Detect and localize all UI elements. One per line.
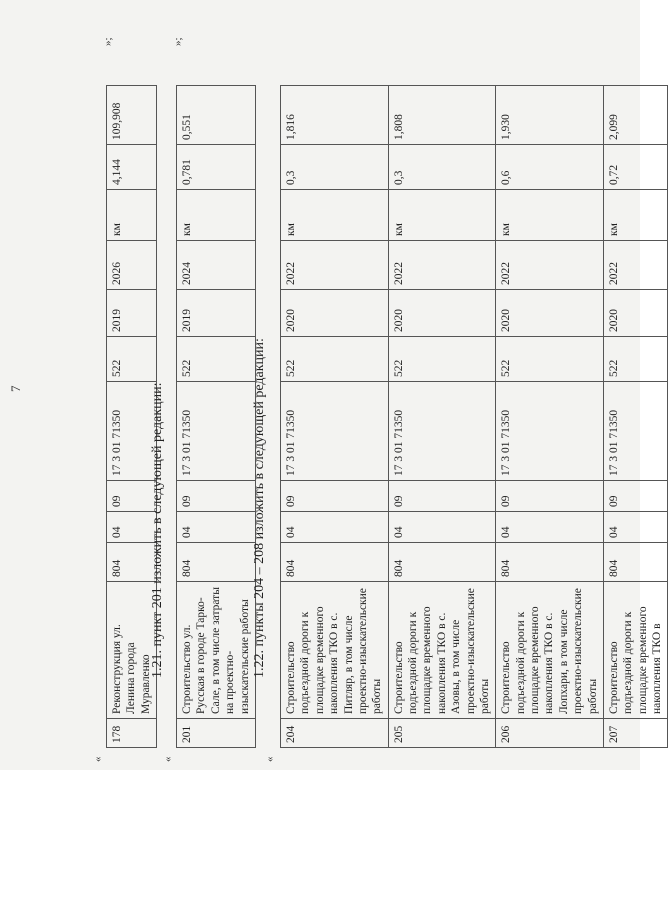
cell-c5: 522 <box>177 337 256 382</box>
cell-c6: 2019 <box>107 290 157 337</box>
cell-c7: 2026 <box>107 241 157 290</box>
cell-c10: 1,808 <box>388 86 496 145</box>
cell-c4: 17 3 01 71350 <box>603 382 668 481</box>
cell-c4: 17 3 01 71350 <box>107 382 157 481</box>
cell-name: Строительство подъездной дороги к площадке временного накопления ТКО в с. Лопхари, в том числе проектно-изыскательские работы <box>496 582 604 719</box>
paragraph-1-22: 1.22. пункты 204 – 208 изложить в следующей редакции: <box>252 338 267 678</box>
cell-c9: 0,781 <box>177 145 256 190</box>
cell-c9: 4,144 <box>107 145 157 190</box>
cell-c8: км <box>107 190 157 241</box>
cell-c3: 09 <box>496 481 604 512</box>
cell-c4: 17 3 01 71350 <box>496 382 604 481</box>
table-row <box>281 86 389 748</box>
table-row-201 <box>176 85 256 748</box>
cell-c1: 804 <box>281 543 389 582</box>
cell-c5: 522 <box>281 337 389 382</box>
table-row <box>388 86 496 748</box>
page-number: 7 <box>8 385 23 392</box>
table-row <box>603 86 668 748</box>
cell-c7: 2022 <box>388 241 496 290</box>
cell-c10: 0,551 <box>177 86 256 145</box>
cell-c8: км <box>496 190 604 241</box>
cell-c6: 2020 <box>281 290 389 337</box>
cell-c6: 2020 <box>603 290 668 337</box>
cell-num: 207 <box>603 719 668 748</box>
quote-open-mark: « <box>264 756 276 762</box>
cell-c1: 804 <box>603 543 668 582</box>
cell-c5: 522 <box>107 337 157 382</box>
cell-c6: 2019 <box>177 290 256 337</box>
cell-c3: 09 <box>177 481 256 512</box>
cell-c9: 0,3 <box>281 145 389 190</box>
cell-c6: 2020 <box>388 290 496 337</box>
cell-name: Строительство подъездной дороги к площадке временного накопления ТКО в <box>603 582 668 719</box>
cell-c8: км <box>177 190 256 241</box>
quote-open-mark: « <box>162 756 174 762</box>
cell-c8: км <box>388 190 496 241</box>
cell-c7: 2022 <box>496 241 604 290</box>
cell-c1: 804 <box>177 543 256 582</box>
cell-c8: км <box>603 190 668 241</box>
cell-c10: 2,099 <box>603 86 668 145</box>
cell-num: 204 <box>281 719 389 748</box>
paragraph-1-21: 1.21. пункт 201 изложить в следующей редакции: <box>150 382 165 678</box>
cell-c3: 09 <box>388 481 496 512</box>
cell-c2: 04 <box>107 512 157 543</box>
cell-name: Реконструкция ул. Ленина города Муравленко <box>107 582 157 719</box>
cell-c10: 1,816 <box>281 86 389 145</box>
quote-close-mark: »; <box>172 37 184 46</box>
cell-c2: 04 <box>496 512 604 543</box>
table-rows-204-208 <box>280 85 668 748</box>
cell-c10: 109,908 <box>107 86 157 145</box>
cell-name: Строительство ул. Русская в городе Тарко-Сале, в том числе затраты на проектно-изыскательские работы <box>177 582 256 719</box>
cell-c2: 04 <box>281 512 389 543</box>
cell-c7: 2024 <box>177 241 256 290</box>
cell-c8: км <box>281 190 389 241</box>
cell-c9: 0,72 <box>603 145 668 190</box>
cell-c2: 04 <box>388 512 496 543</box>
quote-close-mark: »; <box>102 37 114 46</box>
cell-c1: 804 <box>107 543 157 582</box>
cell-c2: 04 <box>177 512 256 543</box>
cell-c5: 522 <box>496 337 604 382</box>
cell-c10: 1,930 <box>496 86 604 145</box>
cell-c4: 17 3 01 71350 <box>388 382 496 481</box>
cell-c5: 522 <box>603 337 668 382</box>
quote-open-mark: « <box>92 756 104 762</box>
cell-c9: 0,3 <box>388 145 496 190</box>
cell-c9: 0,6 <box>496 145 604 190</box>
cell-c3: 09 <box>281 481 389 512</box>
cell-c6: 2020 <box>496 290 604 337</box>
cell-name: Строительство подъездной дороги к площадке временного накопления ТКО в с. Азовы, в том числе проектно-изыскательские работы <box>388 582 496 719</box>
cell-c4: 17 3 01 71350 <box>281 382 389 481</box>
cell-c7: 2022 <box>603 241 668 290</box>
cell-c4: 17 3 01 71350 <box>177 382 256 481</box>
table-row <box>496 86 604 748</box>
cell-c1: 804 <box>388 543 496 582</box>
cell-c5: 522 <box>388 337 496 382</box>
cell-c3: 09 <box>107 481 157 512</box>
cell-num: 206 <box>496 719 604 748</box>
cell-num: 201 <box>177 719 256 748</box>
cell-c2: 04 <box>603 512 668 543</box>
cell-num: 205 <box>388 719 496 748</box>
cell-name: Строительство подъездной дороги к площадке временного накопления ТКО в с. Питляр, в том числе проектно-изыскательские работы <box>281 582 389 719</box>
cell-c7: 2022 <box>281 241 389 290</box>
cell-c3: 09 <box>603 481 668 512</box>
cell-c1: 804 <box>496 543 604 582</box>
cell-num: 178 <box>107 719 157 748</box>
